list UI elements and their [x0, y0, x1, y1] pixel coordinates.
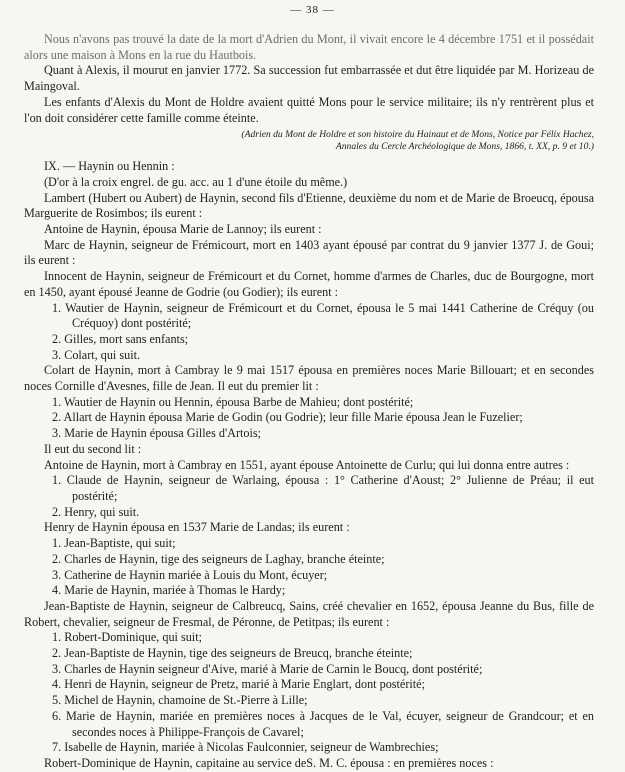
intro-paragraph-3: Les enfants d'Alexis du Mont de Holdre avaient quitté Mons pour le service militaire; ils n'y rentrèrent plus et l'on doit considérer cette famille comme éteinte. — [24, 94, 594, 125]
child-list-item: 3. Charles de Haynin seigneur d'Aive, marié à Marie de Carnin le Boucq, dont postérité; — [52, 661, 483, 676]
genealogy-paragraph: Henry de Haynin épousa en 1537 Marie de Landas; ils eurent : — [44, 520, 350, 535]
page-body — [24, 32, 594, 772]
genealogy-paragraph: Innocent de Haynin, seigneur de Frémicourt et du Cornet, homme d'armes de Charles, duc de Bourgogne, mort en 1450, ayant épousé Jeanne de Godrie (ou Godier); ils eurent : — [24, 269, 594, 299]
genealogy-paragraph: Antoine de Haynin, épousa Marie de Lannoy; ils eurent : — [44, 222, 322, 237]
child-list-item: 1. Claude de Haynin, seigneur de Warlaing, épousa : 1° Catherine d'Aoust; 2° Julienne de Préau; il eut postérité; — [52, 473, 594, 503]
child-list-item: 3. Marie de Haynin épousa Gilles d'Artois; — [52, 426, 262, 441]
intro-paragraph-1: Nous n'avons pas trouvé la date de la mort d'Adrien du Mont, il vivait encore le 4 décembre 1751 et il possédait alors une maison à Mons en la rue du Hautbois. — [24, 32, 594, 62]
child-list-item: 1. Wautier de Haynin, seigneur de Frémicourt et du Cornet, épousa le 5 mai 1441 Catherine de Créquy (ou Créquoy) dont postérité; — [52, 300, 594, 331]
child-list-item: 7. Isabelle de Haynin, mariée à Nicolas Faulconnier, seigneur de Wambrechies; — [52, 740, 439, 755]
child-list-item: 1. Jean-Baptiste, qui suit; — [52, 536, 176, 551]
page-number: — 38 — — [290, 4, 335, 16]
genealogy-paragraph: Antoine de Haynin, mort à Cambray en 1551, ayant épouse Antoinette de Curlu; qui lui donna entre autres : — [44, 457, 570, 472]
child-list-item: 3. Colart, qui suit. — [52, 347, 141, 362]
child-list-item: 2. Jean-Baptiste de Haynin, tige des seigneurs de Breucq, branche éteinte; — [52, 646, 413, 661]
child-list-item: 2. Henry, qui suit. — [52, 504, 140, 519]
child-list-item: 4. Marie de Haynin, mariée à Thomas le Hardy; — [52, 583, 286, 598]
child-list-item: 2. Allart de Haynin épousa Marie de Godin (ou Godrie); leur fille Marie épousa Jean le Fuzelier; — [52, 410, 523, 425]
child-list-item: 1. Robert-Dominique, qui suit; — [52, 630, 202, 645]
child-list-item: 2. Gilles, mort sans enfants; — [52, 331, 189, 346]
child-list-item: 4. Henri de Haynin, seigneur de Pretz, marié à Marie Englart, dont postérité; — [52, 677, 425, 692]
genealogy-paragraph: Colart de Haynin, mort à Cambray le 9 mai 1517 épousa en premières noces Marie Billouart; et en secondes noces Cornille d'Avesnes, fille de Jean. Il eut du premier lit : — [24, 363, 594, 394]
child-list-item: 2. Charles de Haynin, tige des seigneurs de Laghay, branche éteinte; — [52, 551, 385, 566]
citation-line-1: (Adrien du Mont de Holdre et son histoire du Hainaut et de Mons, Notice par Félix Hachez, — [241, 129, 594, 141]
section-arms: (D'or à la croix engrel. de gu. acc. au 1 d'une étoile du même.) — [44, 174, 348, 189]
section-title: IX. — Haynin ou Hennin : — [44, 159, 175, 174]
genealogy-paragraph: Il eut du second lit : — [44, 441, 142, 456]
intro-paragraph-2: Quant à Alexis, il mourut en janvier 1772. Sa succession fut embarrassée et dut être liquidée par M. Horizeau de Maingoval. — [24, 63, 594, 94]
genealogy-paragraph: Robert-Dominique de Haynin, capitaine au service deS. M. C. épousa : en premières noces : — [44, 755, 494, 770]
child-list-item: 3. Catherine de Haynin mariée à Louis du Mont, écuyer; — [52, 567, 328, 582]
citation-line-2: Annales du Cercle Archéologique de Mons, 1866, t. XX, p. 9 et 10.) — [335, 141, 594, 153]
child-list-item: 1. Wautier de Haynin ou Hennin, épousa Barbe de Mahieu; dont postérité; — [52, 394, 414, 409]
child-list-item: 5. Michel de Haynin, chamoine de St.-Pierre à Lille; — [52, 693, 308, 708]
child-list-item: 6. Marie de Haynin, mariée en premières noces à Jacques de le Val, écuyer, seigneur de Grandcour; et en secondes noces à Philippe-François de Cavarel; — [52, 708, 594, 739]
genealogy-paragraph: Jean-Baptiste de Haynin, seigneur de Calbreucq, Sains, créé chevalier en 1652, épousa Jeanne du Bus, fille de Robert, chevalier, seigneur de Fresmal, de Péronne, de Petitpas; ils eurent : — [24, 598, 594, 629]
genealogy-paragraph: Lambert (Hubert ou Aubert) de Haynin, second fils d'Etienne, deuxième du nom et de Marie de Broeucq, épousa Marguerite de Rosimbos; ils eurent : — [24, 190, 594, 221]
genealogy-paragraph: Marc de Haynin, seigneur de Frémicourt, mort en 1403 ayant épousé par contrat du 9 janvier 1377 J. de Goui; ils eurent : — [24, 237, 594, 268]
